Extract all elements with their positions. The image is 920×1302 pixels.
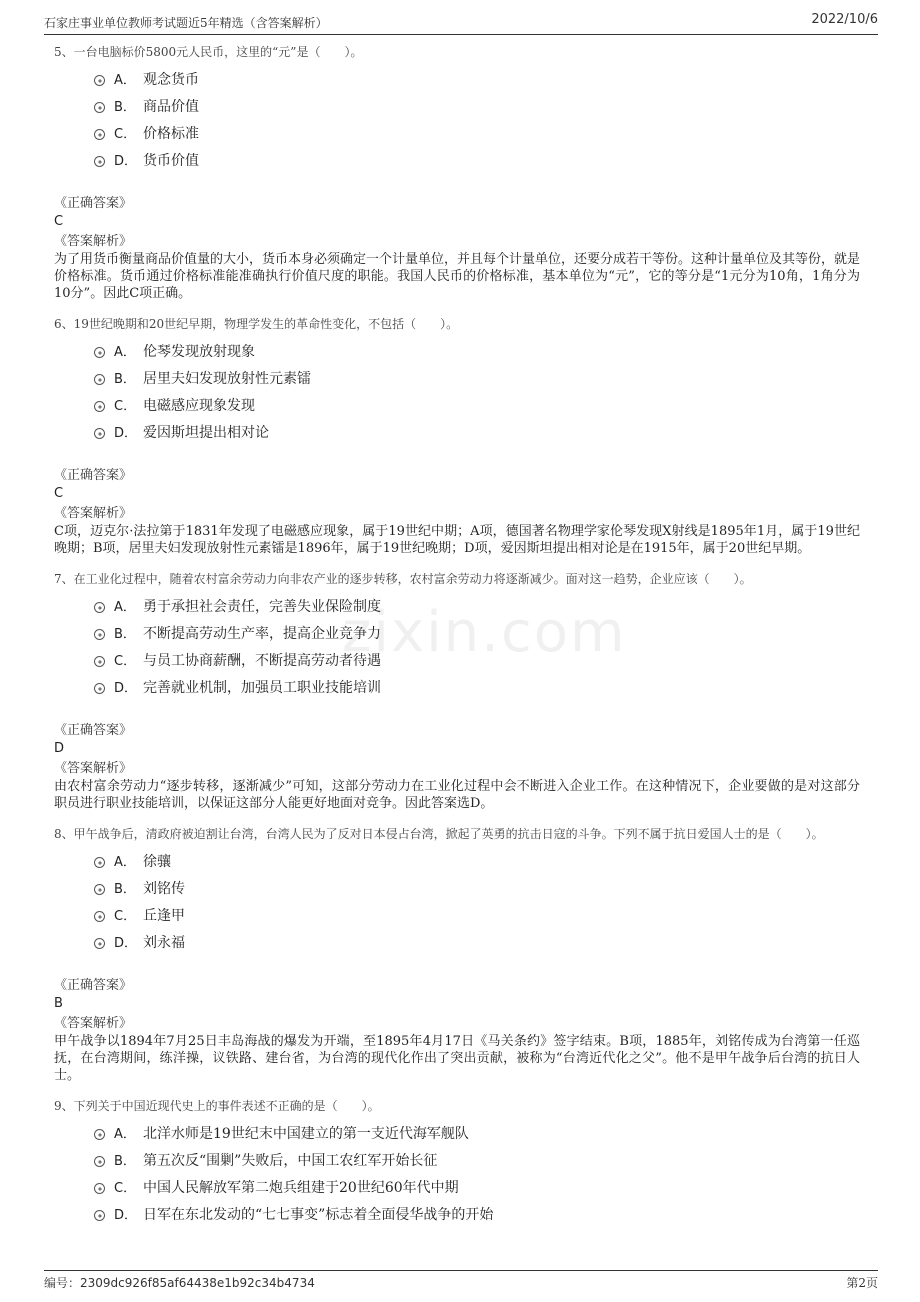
question-stem: 7、在工业化过程中，随着农村富余劳动力向非农产业的逐步转移，农村富余劳动力将逐渐减少。面对这一趋势，企业应该（ ）。	[54, 572, 752, 586]
radio-icon[interactable]	[94, 938, 105, 949]
option-letter: A．	[114, 345, 136, 360]
option-d[interactable]	[54, 675, 860, 702]
option-text: 伦琴发现放射现象	[143, 344, 255, 360]
header-title: 石家庄事业单位教师考试题近5年精选（含答案解析）	[44, 16, 328, 30]
option-text: 电磁感应现象发现	[143, 398, 255, 414]
radio-icon[interactable]	[94, 683, 105, 694]
option-letter: A．	[114, 73, 136, 88]
question-stem: 6、19世纪晚期和20世纪早期，物理学发生的革命性变化，不包括（ ）。	[54, 317, 459, 331]
option-letter: B．	[114, 882, 136, 897]
explanation-text: 由农村富余劳动力“逐步转移，逐渐减少”可知，这部分劳动力在工业化过程中会不断进入企业工作。在这种情况下，企业要做的是对这部分职员进行职业技能培训，以保证这部分人能更好地面对竞争。因此答案选D。	[54, 779, 860, 811]
option-letter: B．	[114, 372, 136, 387]
option-letter: D．	[114, 426, 138, 441]
radio-icon[interactable]	[94, 602, 105, 613]
explanation-label: 《答案解析》	[54, 506, 133, 521]
option-a[interactable]	[54, 67, 860, 94]
option-text: 北洋水师是19世纪末中国建立的第一支近代海军舰队	[143, 1126, 469, 1142]
radio-icon[interactable]	[94, 911, 105, 922]
radio-icon[interactable]	[94, 656, 105, 667]
header-date: 2022/10/6	[811, 12, 878, 27]
document-code: 编号：2309dc926f85af64438e1b92c34b4734	[44, 1276, 315, 1290]
option-c[interactable]	[54, 648, 860, 675]
radio-icon[interactable]	[94, 1156, 105, 1167]
option-text: 完善就业机制，加强员工职业技能培训	[143, 680, 381, 696]
option-a[interactable]	[54, 594, 860, 621]
question-8	[54, 826, 860, 1084]
option-text: 居里夫妇发现放射性元素镭	[143, 371, 311, 387]
option-text: 中国人民解放军第二炮兵组建于20世纪60年代中期	[143, 1180, 459, 1196]
question-6	[54, 316, 860, 557]
explanation-text: 甲午战争以1894年7月25日丰岛海战的爆发为开端，至1895年4月17日《马关条约》签字结束。B项，1885年，刘铭传成为台湾第一任巡抚，在台湾期间，练洋操，议铁路、建台省，为台湾的现代化作出了突出贡献，被称为“台湾近代化之父”。他不是甲午战争后台湾的抗日人士。	[54, 1034, 860, 1083]
radio-icon[interactable]	[94, 629, 105, 640]
option-d[interactable]	[54, 420, 860, 447]
option-text: 价格标准	[143, 126, 199, 142]
option-letter: B．	[114, 100, 136, 115]
answer-value: D	[54, 741, 65, 756]
option-b[interactable]	[54, 621, 860, 648]
question-7	[54, 571, 860, 812]
option-text: 勇于承担社会责任，完善失业保险制度	[143, 599, 381, 615]
answer-value: C	[54, 214, 64, 229]
radio-icon[interactable]	[94, 401, 105, 412]
page-header	[44, 10, 878, 35]
explanation-text: C项，迈克尔·法拉第于1831年发现了电磁感应现象，属于19世纪中期；A项，德国著名物理学家伦琴发现X射线是1895年1月，属于19世纪晚期；B项，居里夫妇发现放射性元素镭是1896年，属于19世纪晚期；D项，爱因斯坦提出相对论是在1915年，属于20世纪早期。	[54, 524, 860, 556]
radio-icon[interactable]	[94, 1183, 105, 1194]
radio-icon[interactable]	[94, 1129, 105, 1140]
option-b[interactable]	[54, 876, 860, 903]
question-9	[54, 1098, 860, 1229]
radio-icon[interactable]	[94, 374, 105, 385]
option-c[interactable]	[54, 121, 860, 148]
answer-label: 《正确答案》	[54, 723, 133, 738]
question-stem: 9、下列关于中国近现代史上的事件表述不正确的是（ ）。	[54, 1099, 380, 1113]
option-d[interactable]	[54, 1202, 860, 1229]
answer-label: 《正确答案》	[54, 978, 133, 993]
answer-label: 《正确答案》	[54, 196, 133, 211]
question-list	[54, 44, 860, 1237]
option-a[interactable]	[54, 849, 860, 876]
page-number: 第2页	[846, 1276, 878, 1290]
question-stem: 8、甲午战争后，清政府被迫割让台湾，台湾人民为了反对日本侵占台湾，掀起了英勇的抗击日寇的斗争。下列不属于抗日爱国人士的是（ ）。	[54, 827, 824, 841]
option-a[interactable]	[54, 1121, 860, 1148]
option-text: 爱因斯坦提出相对论	[143, 425, 269, 441]
option-letter: D．	[114, 936, 138, 951]
option-letter: D．	[114, 1208, 138, 1223]
radio-icon[interactable]	[94, 75, 105, 86]
option-letter: C．	[114, 127, 137, 142]
option-d[interactable]	[54, 148, 860, 175]
option-c[interactable]	[54, 393, 860, 420]
option-a[interactable]	[54, 339, 860, 366]
option-letter: C．	[114, 909, 137, 924]
radio-icon[interactable]	[94, 129, 105, 140]
option-b[interactable]	[54, 1148, 860, 1175]
option-text: 日军在东北发动的“七七事变”标志着全面侵华战争的开始	[143, 1207, 494, 1223]
option-text: 第五次反“围剿”失败后，中国工农红军开始长征	[143, 1153, 438, 1169]
option-d[interactable]	[54, 930, 860, 957]
radio-icon[interactable]	[94, 884, 105, 895]
option-letter: A．	[114, 855, 136, 870]
watermark: zixin.com	[342, 600, 627, 665]
option-letter: C．	[114, 399, 137, 414]
question-5	[54, 44, 860, 302]
radio-icon[interactable]	[94, 156, 105, 167]
answer-value: C	[54, 486, 64, 501]
page-footer	[44, 1270, 878, 1293]
explanation-label: 《答案解析》	[54, 1016, 133, 1031]
radio-icon[interactable]	[94, 102, 105, 113]
radio-icon[interactable]	[94, 857, 105, 868]
radio-icon[interactable]	[94, 1210, 105, 1221]
option-text: 徐骧	[143, 854, 171, 870]
explanation-label: 《答案解析》	[54, 234, 133, 249]
option-b[interactable]	[54, 366, 860, 393]
radio-icon[interactable]	[94, 428, 105, 439]
option-letter: C．	[114, 654, 137, 669]
answer-label: 《正确答案》	[54, 468, 133, 483]
option-text: 货币价值	[143, 153, 199, 169]
option-letter: D．	[114, 681, 138, 696]
answer-value: B	[54, 996, 63, 1011]
option-text: 不断提高劳动生产率，提高企业竞争力	[143, 626, 381, 642]
explanation-text: 为了用货币衡量商品价值量的大小，货币本身必须确定一个计量单位，并且每个计量单位，还要分成若干等份。这种计量单位及其等份，就是价格标准。货币通过价格标准能准确执行价值尺度的职能。我国人民币的价格标准，基本单位为“元”，它的等分是“1元分为10角，1角分为10分”。因此C项正确。	[54, 252, 861, 301]
option-text: 丘逢甲	[143, 908, 185, 924]
option-letter: A．	[114, 1127, 136, 1142]
option-letter: A．	[114, 600, 136, 615]
option-letter: B．	[114, 627, 136, 642]
question-stem: 5、一台电脑标价5800元人民币，这里的“元”是（ ）。	[54, 45, 363, 59]
option-c[interactable]	[54, 903, 860, 930]
option-letter: D．	[114, 154, 138, 169]
option-text: 刘铭传	[143, 881, 185, 897]
option-text: 商品价值	[143, 99, 199, 115]
option-b[interactable]	[54, 94, 860, 121]
option-c[interactable]	[54, 1175, 860, 1202]
option-letter: B．	[114, 1154, 136, 1169]
option-text: 观念货币	[143, 72, 199, 88]
explanation-label: 《答案解析》	[54, 761, 133, 776]
radio-icon[interactable]	[94, 347, 105, 358]
option-text: 与员工协商薪酬，不断提高劳动者待遇	[143, 653, 381, 669]
option-text: 刘永福	[143, 935, 185, 951]
option-letter: C．	[114, 1181, 137, 1196]
